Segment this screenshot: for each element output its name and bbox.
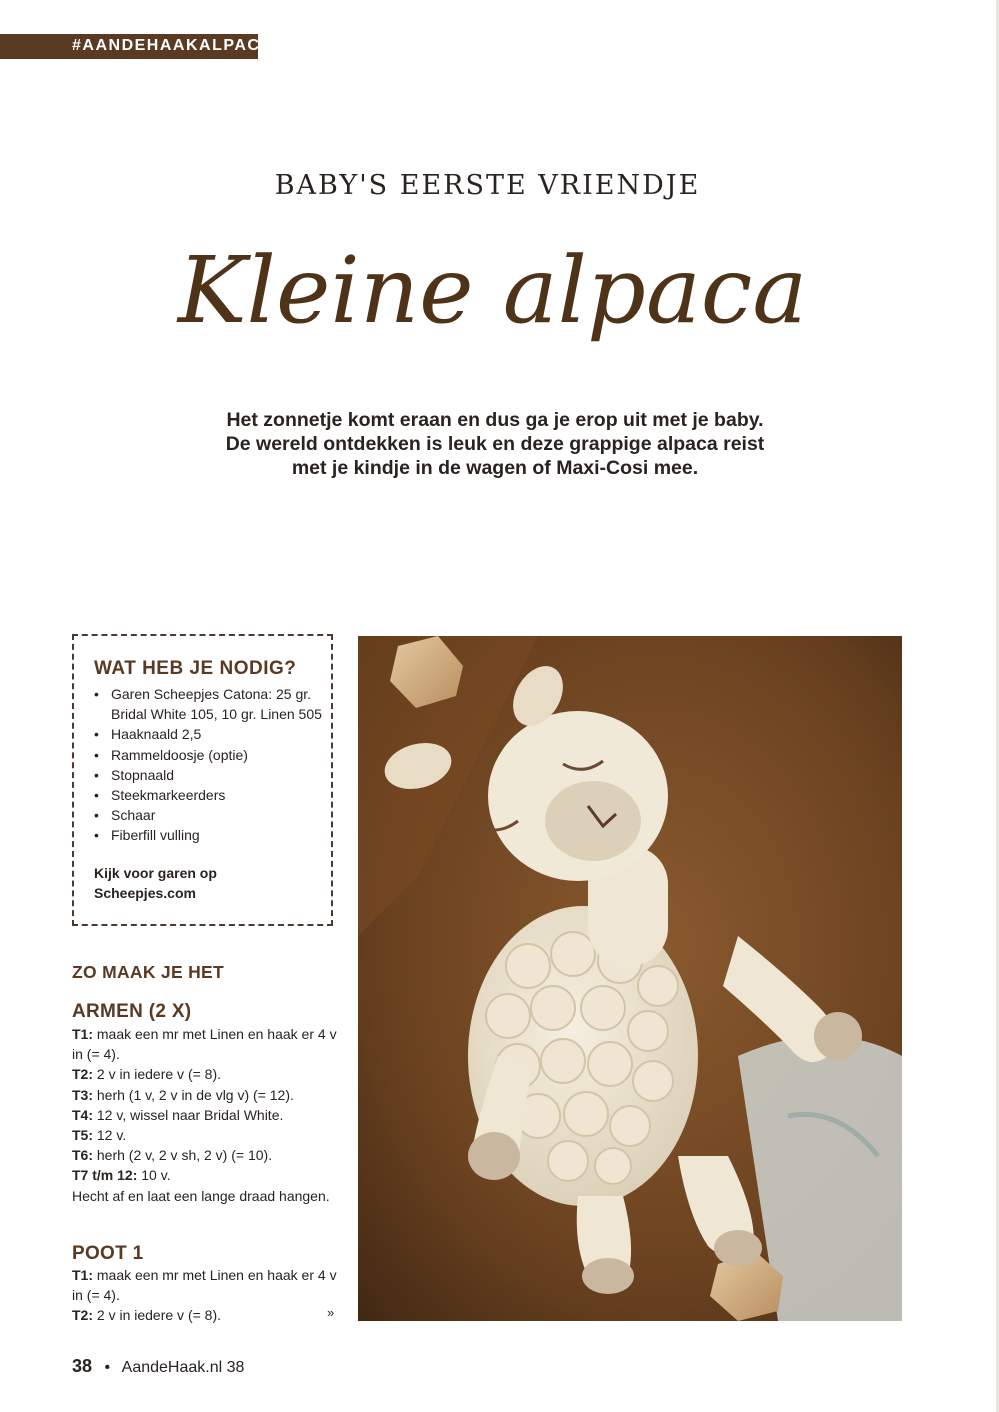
article-kicker: BABY'S EERSTE VRIENDJE: [274, 170, 701, 201]
footer-bullet: •: [104, 1359, 111, 1376]
pattern-row: T4: 12 v, wissel naar Bridal White.: [72, 1106, 284, 1123]
materials-box: [72, 634, 333, 926]
materials-item: • Haaknaald 2,5: [111, 724, 336, 744]
pattern-row: T1: maak een mr met Linen en haak er 4 v in (= 4).: [72, 1026, 337, 1063]
hashtag-label: #AANDEHAAKALPACA: [72, 37, 274, 54]
leg-heading: POOT 1: [72, 1243, 144, 1264]
alpaca-photo: [358, 636, 902, 1321]
method-heading: ZO MAAK JE HET: [72, 962, 224, 982]
pattern-row: T7 t/m 12: 10 v.: [72, 1167, 171, 1184]
pattern-row: T2: 2 v in iedere v (= 8).: [72, 1066, 222, 1083]
materials-item: • Fiberfill vulling: [111, 825, 336, 845]
yarn-link-note: Kijk voor garen op Scheepjes.com: [94, 865, 217, 901]
pattern-row: T1: maak een mr met Linen en haak er 4 v in (= 4).: [72, 1267, 337, 1304]
footer-source: AandeHaak.nl 38: [121, 1359, 245, 1376]
materials-item: • Schaar: [111, 805, 336, 825]
materials-item: • Rammeldoosje (optie): [111, 745, 336, 765]
article-title: Kleine alpaca: [177, 237, 808, 344]
page-footer: [72, 1356, 244, 1377]
pattern-row: T2: 2 v in iedere v (= 8).: [72, 1307, 222, 1324]
leg-instructions: [72, 1265, 337, 1326]
materials-heading: WAT HEB JE NODIG?: [94, 658, 297, 679]
arms-heading: ARMEN (2 X): [72, 1001, 192, 1022]
arms-instructions: [72, 1024, 337, 1206]
materials-list: [94, 684, 336, 846]
materials-item: • Stopnaald: [111, 765, 336, 785]
pattern-row: T3: herh (1 v, 2 v in de vlg v) (= 12).: [72, 1086, 294, 1103]
hashtag-banner: [0, 34, 274, 59]
article-intro: Het zonnetje komt eraan en dus ga je erop uit met je baby. De wereld ontdekken is leuk en deze grappige alpaca reist met je kindje in de wagen of Maxi-Cosi mee.: [225, 409, 765, 479]
pattern-row: Hecht af en laat een lange draad hangen.: [72, 1187, 330, 1204]
pattern-row: T5: 12 v.: [72, 1127, 127, 1144]
materials-item: • Garen Scheepjes Catona: 25 gr. Bridal White 105, 10 gr. Linen 505: [111, 684, 336, 724]
materials-item: • Steekmarkeerders: [111, 785, 336, 805]
page-number: 38: [72, 1356, 93, 1376]
pattern-row: T6: herh (2 v, 2 v sh, 2 v) (= 10).: [72, 1147, 273, 1164]
continue-marker: »: [327, 1305, 335, 1320]
